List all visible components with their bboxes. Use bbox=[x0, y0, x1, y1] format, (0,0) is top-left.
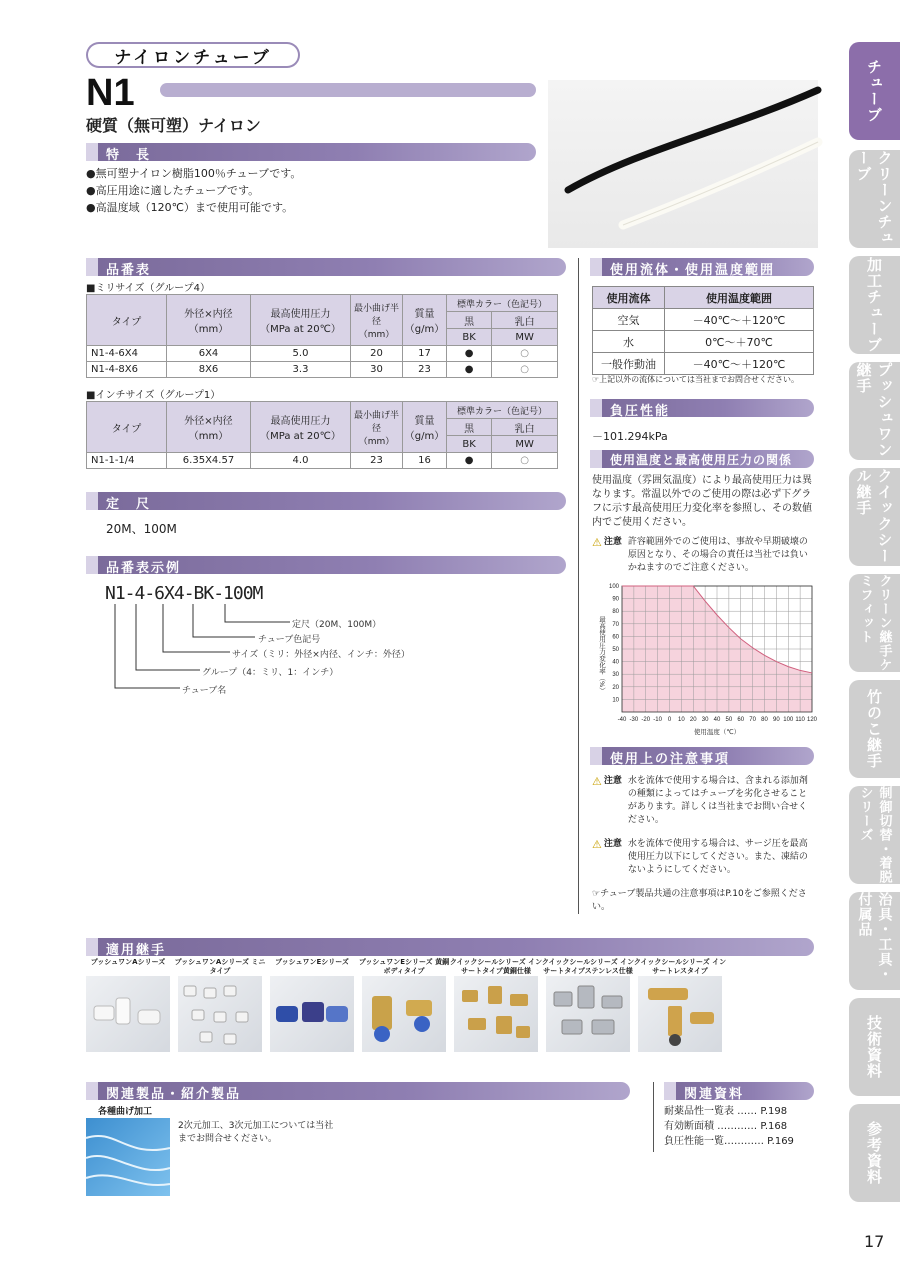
fluid-header bbox=[590, 258, 814, 276]
chart-x-tick-label: 40 bbox=[713, 717, 721, 723]
fittings-title: 適用継手 bbox=[106, 943, 167, 958]
tab-processed-tube[interactable]: 加工チューブ bbox=[849, 256, 900, 354]
list-item[interactable]: 負圧性能一覧………… P.169 bbox=[664, 1136, 794, 1147]
chart-svg bbox=[578, 578, 816, 742]
list-item[interactable]: 耐薬品性一覧表 …… P.198 bbox=[664, 1106, 788, 1117]
chart-x-tick-label: 50 bbox=[725, 717, 733, 723]
pointing-hand-icon: ☞ bbox=[592, 375, 600, 384]
chart-x-tick-label: -30 bbox=[629, 717, 639, 723]
col-size: 外径×内径 （mm） bbox=[167, 295, 251, 346]
metric-part-table bbox=[86, 294, 558, 378]
model-decor-bar bbox=[160, 83, 536, 97]
fitting-caption: プッシュワンEシリーズ bbox=[275, 958, 349, 966]
fluid-note: ☞上記以外の流体については当社までお問合せください。 bbox=[592, 375, 800, 384]
table-row: N1-4-8X6 8X6 3.3 30 23 ● ○ bbox=[87, 362, 558, 378]
chart-x-tick-label: 100 bbox=[783, 717, 794, 723]
chart-y-tick-label: 80 bbox=[612, 609, 619, 616]
vacuum-title: 負圧性能 bbox=[610, 404, 671, 419]
fitting-photo-e bbox=[270, 976, 354, 1052]
temp-caution: ⚠ 注意 許容範囲外でのご使用は、事故や早期破壊の原因となり、その場合の責任は当社では負いかねますのでご注意ください。 bbox=[592, 536, 808, 573]
col-milky: 乳白 bbox=[492, 312, 558, 329]
related-docs-list bbox=[664, 1104, 794, 1149]
temp-pressure-header bbox=[590, 450, 814, 468]
col-pressure: 最高使用圧力 （MPa at 20℃） bbox=[251, 295, 351, 346]
fitting-caption: プッシュワンEシリーズ 黄銅ボディタイプ bbox=[358, 958, 450, 975]
tab-quickseal[interactable]: クイックシール継手 bbox=[849, 468, 900, 566]
chart-x-tick-label: 90 bbox=[773, 717, 780, 723]
tab-pushone[interactable]: プッシュワン継手 bbox=[849, 362, 900, 460]
warning-icon: ⚠ bbox=[592, 838, 602, 851]
chart-x-tick-label: 80 bbox=[761, 717, 768, 723]
tab-technical[interactable]: 技術資料 bbox=[849, 998, 900, 1096]
related-docs-title: 関連資料 bbox=[684, 1087, 745, 1102]
chart-y-tick-label: 10 bbox=[612, 697, 619, 704]
series-name: ナイロンチューブ bbox=[88, 44, 298, 66]
feature-item: ●無可塑ナイロン樹脂100％チューブです。 bbox=[86, 167, 302, 180]
precaution-item: ⚠ 注意 水を流体で使用する場合は、サージ圧を最高使用圧力以下にしてください。また、凍結のないようにしてください。 bbox=[592, 838, 808, 875]
example-title: 品番表示例 bbox=[106, 561, 182, 576]
warning-icon: ⚠ bbox=[592, 775, 602, 788]
part-table-header bbox=[86, 258, 566, 276]
related-products-header bbox=[86, 1082, 630, 1100]
related-products-title: 関連製品・紹介製品 bbox=[106, 1087, 242, 1102]
col-type: タイプ bbox=[87, 295, 167, 346]
inch-part-table: タイプ 外径×内径 （mm） 最高使用圧力 （MPa at 20℃） 最小曲げ半径 （mm） 質量 （g/m） 標準カラー（色記号） 黒 乳白 BK MW N1-1-1/4 6.35X4.57 4.0 23 16 ● ○ bbox=[86, 401, 558, 469]
fitting-photo-quickseal-brass bbox=[454, 976, 538, 1052]
example-label-group: グループ（4：ミリ、1：インチ） bbox=[202, 668, 339, 678]
features-header bbox=[86, 143, 536, 161]
tab-reference[interactable]: 参考資料 bbox=[849, 1104, 900, 1202]
vacuum-header bbox=[590, 399, 814, 417]
feature-item: ●高圧用途に適したチューブです。 bbox=[86, 184, 260, 197]
series-pill bbox=[86, 42, 300, 68]
tab-control[interactable]: 制御切替・着脱シリーズ bbox=[849, 786, 900, 884]
fitting-photo-quickseal-stainless bbox=[546, 976, 630, 1052]
precaution-item: ⚠ 注意 水を流体で使用する場合は、含まれる添加剤の種類によってはチューブを劣化させることがあります。詳しくは当社までお問い合せください。 bbox=[592, 775, 808, 825]
tab-clean-tube[interactable]: クリーンチューブ bbox=[849, 150, 900, 248]
tab-tube[interactable]: チューブ bbox=[849, 42, 900, 140]
pointing-hand-icon: ☞ bbox=[592, 889, 601, 899]
feature-item: ●高温度域（120℃）まで使用可能です。 bbox=[86, 201, 294, 214]
chart-x-tick-label: 60 bbox=[737, 717, 745, 723]
tab-bamboo[interactable]: 竹のこ継手 bbox=[849, 680, 900, 778]
bent-tube-photo bbox=[86, 1118, 170, 1196]
temp-pressure-chart bbox=[578, 578, 816, 742]
chart-x-tick-label: 110 bbox=[795, 717, 805, 723]
model-subtitle: 硬質（無可塑）ナイロン bbox=[86, 116, 261, 135]
list-item[interactable]: 有効断面積 ………… P.168 bbox=[664, 1121, 788, 1132]
chart-x-tick-label: -20 bbox=[641, 717, 651, 723]
metric-label: ■ミリサイズ（グループ4） bbox=[86, 283, 211, 294]
tube-photo bbox=[548, 80, 818, 248]
tab-jig[interactable]: 治具・工具・付属品 bbox=[849, 892, 900, 990]
precaution-footnote: ☞チューブ製品共通の注意事項はP.10をご参照ください。 bbox=[592, 889, 807, 912]
fitting-caption: プッシュワンAシリーズ bbox=[90, 958, 166, 966]
related-docs-header bbox=[664, 1082, 814, 1100]
col-mw: MW bbox=[492, 329, 558, 346]
example-label-length: 定尺（20M、100M） bbox=[292, 620, 382, 630]
precautions-header bbox=[590, 747, 814, 765]
col-bk: BK bbox=[447, 329, 492, 346]
length-value: 20M、100M bbox=[106, 522, 177, 536]
fitting-caption: クイックシールシリーズ インサートレスタイプ bbox=[633, 958, 727, 975]
bottom-divider bbox=[653, 1082, 654, 1152]
table-row: 一般作動油 －40℃～＋120℃ bbox=[593, 353, 814, 375]
chart-y-tick-label: 20 bbox=[612, 684, 619, 691]
fitting-caption: クイックシールシリーズ インサートタイプステンレス仕様 bbox=[541, 958, 635, 975]
features-title: 特 長 bbox=[106, 148, 152, 163]
length-header bbox=[86, 492, 566, 510]
chart-x-tick-label: 20 bbox=[689, 717, 697, 723]
page-number: 17 bbox=[864, 1232, 885, 1251]
chart-x-tick-label: 0 bbox=[667, 717, 672, 723]
chart-x-tick-label: 30 bbox=[701, 717, 709, 723]
example-label-size: サイズ（ミリ：外径×内径、インチ：外径） bbox=[232, 650, 410, 660]
fitting-caption: プッシュワンAシリーズ ミニタイプ bbox=[174, 958, 266, 975]
chart-y-tick-label: 40 bbox=[612, 659, 619, 666]
model-title: N1 bbox=[86, 72, 135, 114]
table-row: 水 0℃～＋70℃ bbox=[593, 331, 814, 353]
chart-x-tick-label: 10 bbox=[678, 717, 685, 723]
fitting-photo-quickseal-insertless bbox=[638, 976, 722, 1052]
chart-y-label: 最高使用圧力変化率（%） bbox=[598, 616, 606, 694]
inch-label: ■インチサイズ（グループ1） bbox=[86, 390, 221, 401]
fittings-header bbox=[86, 938, 814, 956]
example-label-color: チューブ色記号 bbox=[258, 635, 321, 645]
chart-y-tick-label: 100 bbox=[608, 584, 619, 590]
fitting-caption: クイックシールシリーズ インサートタイプ黄銅仕様 bbox=[449, 958, 543, 975]
related-item-text: 2次元加工、3次元加工については当社までお問合せください。 bbox=[178, 1121, 334, 1144]
chart-x-tick-label: -10 bbox=[653, 717, 662, 723]
length-title: 定 尺 bbox=[106, 497, 152, 512]
fluid-table: 使用流体 使用温度範囲 空気 －40℃～＋120℃ 水 0℃～＋70℃ 一般作動油 －40℃～＋120℃ bbox=[592, 286, 814, 375]
precautions-title: 使用上の注意事項 bbox=[610, 752, 731, 767]
chart-y-tick-label: 90 bbox=[612, 596, 619, 603]
table-row: 空気 －40℃～＋120℃ bbox=[593, 309, 814, 331]
example-header bbox=[86, 556, 566, 574]
fitting-photo-a-mini bbox=[178, 976, 262, 1052]
chart-x-tick-label: 120 bbox=[806, 717, 818, 723]
fitting-photo-a bbox=[86, 976, 170, 1052]
col-black: 黒 bbox=[447, 312, 492, 329]
chart-x-tick-label: -40 bbox=[617, 717, 627, 723]
table-row: N1-4-6X4 6X4 5.0 20 17 ● ○ bbox=[87, 346, 558, 362]
chart-x-label: 使用温度（℃） bbox=[693, 728, 741, 736]
chart-x-tick-label: 70 bbox=[749, 717, 756, 723]
temp-pressure-text: 使用温度（雰囲気温度）により最高使用圧力は異なります。常温以外でのご使用の際は必ず下グラフに示す最高使用圧力変化率を参照し、その数値内でご使用ください。 bbox=[592, 475, 812, 528]
chart-y-tick-label: 70 bbox=[612, 621, 619, 628]
warning-icon: ⚠ bbox=[592, 536, 602, 549]
temp-pressure-title: 使用温度と最高使用圧力の関係 bbox=[610, 453, 793, 467]
table-row: N1-1-1/4 6.35X4.57 4.0 23 16 ● ○ bbox=[87, 453, 558, 469]
related-item-title: 各種曲げ加工 bbox=[98, 1107, 153, 1117]
fluid-title: 使用流体・使用温度範囲 bbox=[610, 263, 776, 278]
part-table-title: 品番表 bbox=[106, 263, 152, 278]
fitting-photo-e-brass bbox=[362, 976, 446, 1052]
col-mass: 質量 （g/m） bbox=[403, 295, 447, 346]
chart-y-tick-label: 60 bbox=[612, 634, 619, 641]
chart-y-tick-label: 30 bbox=[612, 672, 619, 679]
col-color: 標準カラー（色記号） bbox=[447, 295, 558, 312]
features-list bbox=[86, 165, 301, 216]
col-bend: 最小曲げ半径 （mm） bbox=[351, 295, 403, 346]
tab-clean-fitting[interactable]: クリーン継手ケミフィット bbox=[849, 574, 900, 672]
example-code: N1-4-6X4-BK-100M bbox=[105, 583, 263, 604]
chart-y-tick-label: 50 bbox=[612, 647, 619, 653]
example-label-name: チューブ名 bbox=[182, 686, 227, 696]
vacuum-value: －101.294kPa bbox=[592, 430, 668, 443]
